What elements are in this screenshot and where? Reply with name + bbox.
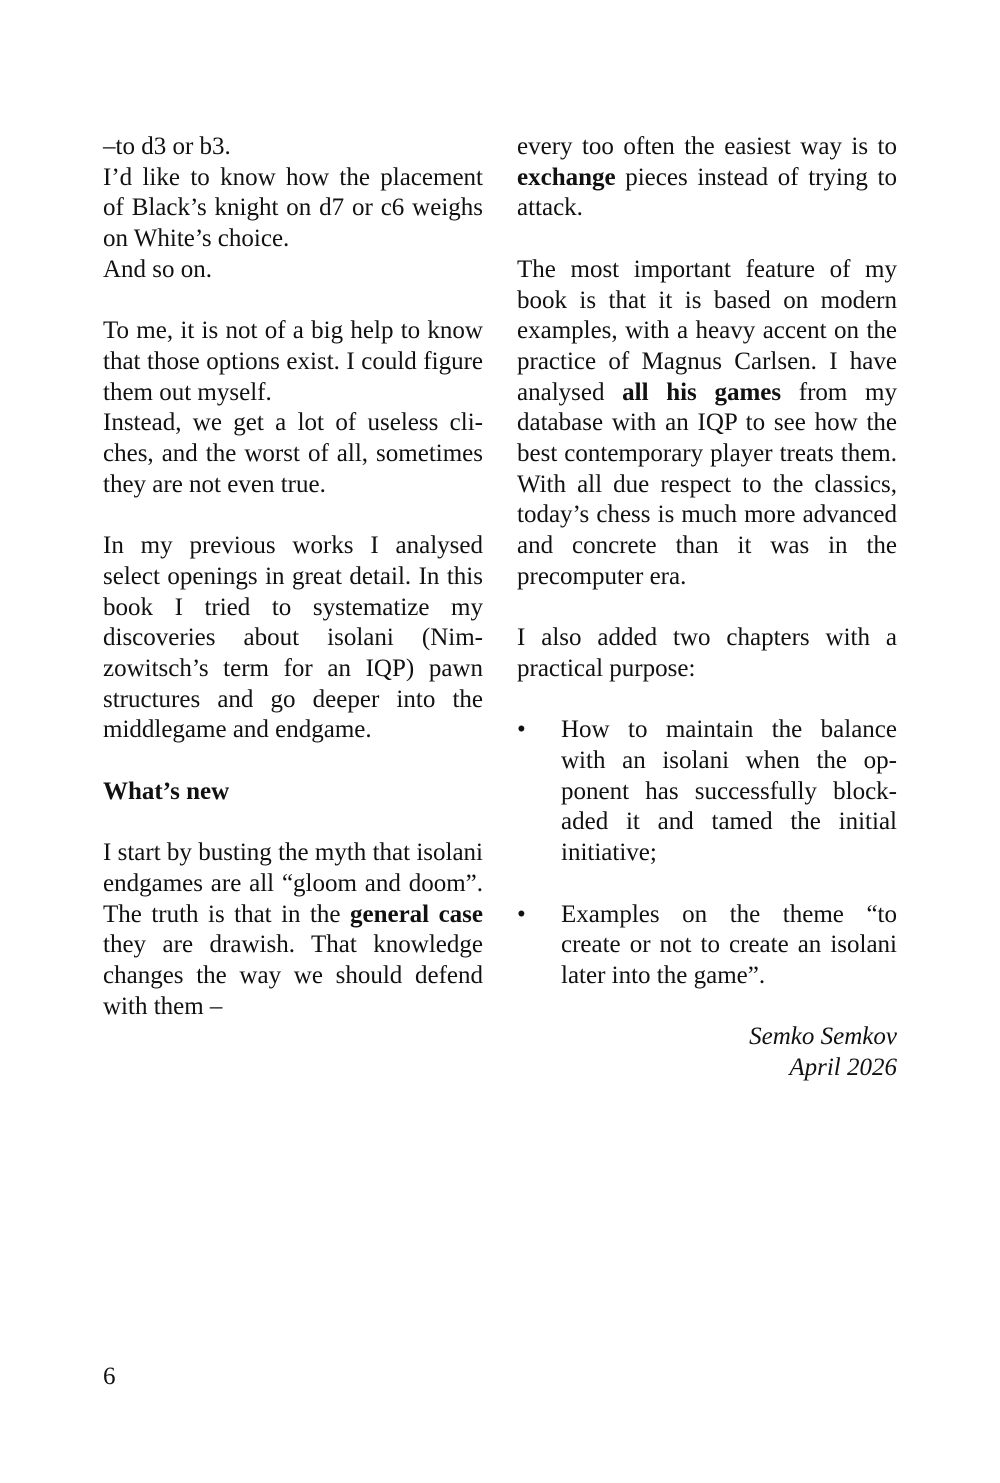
- bold-text: general case: [349, 900, 484, 928]
- bold-text: exchange: [517, 163, 616, 191]
- left-column: [103, 132, 483, 1053]
- paragraph: Instead, we get a lot of useless cliches, and the worst of all, sometimes they are not even true.: [103, 409, 483, 498]
- signature: [517, 1022, 897, 1083]
- text-run: pieces instead of trying to attack.: [517, 163, 897, 222]
- author-name: Semko Semkov: [749, 1023, 897, 1051]
- text-run: every too often the easiest way is to: [517, 133, 897, 160]
- text-run: from my database with an IQP to see how the best contemporary player treats them. With all due respect to the classics, today’s chess is much more advanced and concrete than it was in the precomputer era.: [517, 378, 897, 590]
- list-item: [517, 900, 897, 992]
- bold-text: all his games: [622, 378, 782, 406]
- bullet-list: [517, 715, 897, 991]
- list-item-text: How to maintain the balance with an isolani when the opponent has successfully blockaded it and tamed the initial initiative;: [561, 716, 897, 867]
- paragraph: To me, it is not of a big help to know that those options exist. I could figure them out myself.: [103, 317, 483, 406]
- paragraph: [103, 838, 483, 1022]
- paragraph: –to d3 or b3.: [103, 133, 231, 160]
- bullet-icon: •: [517, 716, 526, 744]
- page-number: 6: [103, 1363, 116, 1390]
- bullet-icon: •: [517, 900, 526, 928]
- text-run: The most important feature of my book is that it is based on modern examples, with a heavy accent on the practice of Magnus Carlsen. I have analysed: [517, 255, 897, 406]
- paragraph: In my previous works I analysed select openings in great detail. In this book I tried to systematize my discoveries about isolani (Nimzowitsch’s term for an IQP) pawn structures and go deeper into the middlegame and endgame.: [103, 532, 483, 744]
- signature-date: April 2026: [789, 1054, 897, 1082]
- paragraph: And so on.: [103, 255, 213, 283]
- section-heading: What’s new: [103, 777, 230, 805]
- text-run: I start by busting the myth that isolani endgames are all “gloom and doom”. The truth is that in the: [103, 839, 483, 928]
- text-run: they are drawish. That knowledge changes the way we should defend with them –: [103, 931, 483, 1020]
- list-item: [517, 715, 897, 869]
- paragraph: I’d like to know how the placement of Black’s knight on d7 or c6 weighs on White’s choice.: [103, 163, 483, 253]
- paragraph: I also added two chapters with a practical purpose:: [517, 624, 897, 682]
- right-column: [517, 132, 897, 1084]
- paragraph: [517, 255, 897, 593]
- list-item-text: Examples on the theme “to create or not to create an isolani later into the game”.: [561, 900, 897, 989]
- paragraph: [517, 132, 897, 224]
